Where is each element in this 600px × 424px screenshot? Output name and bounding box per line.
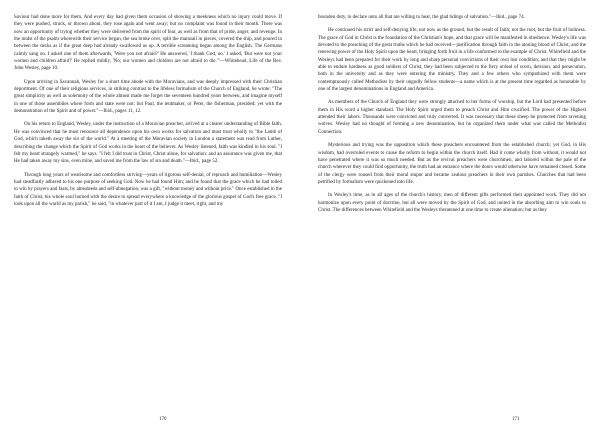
right-paragraph-4: Mysterious and trying was the opposition which these preachers encountered from the established church; yet God, in His wisdom, had overruled events to cause the reform to begin within the church itself. Had it come wholly from without, it would not have penetrated where it was so much needed. But as the revival preachers were churchmen, and labored within the pale of the church wherever they could find opportunity, the truth had an entrance where the doors would otherwise have remained closed. Some of the clergy were roused from their moral stupor and became zealous preachers in their own parishes. Churches that had been petrified by formalism were quickened into life. [318, 143, 586, 185]
right-page-number: 171 [512, 417, 520, 422]
right-paragraph-2: He continued his strict and self-denying life, not now as the ground, but the result of faith; not the root, but the fruit of holiness. The grace of God in Christ is the foundation of the Christian's hope, and that grace will be manifested in obedience. Wesley's life was devoted to the preaching of the great truths which he had received—justification through faith in the atoning blood of Christ, and the renewing power of the Holy Spirit upon the heart, bringing forth fruit in a life conformed to the example of Christ. Whitefield and the Wesleys had been prepared for their work by long and sharp personal convictions of their own lost condition; and that they might be able to endure hardness as good soldiers of Christ, they had been subjected to the fiery ordeal of scorn, derision, and persecution, both in the university and as they were entering the ministry. They and a few others who sympathized with them were contemptuously called Methodists by their ungodly fellow students—a name which is at the present time regarded as honorable by one of the largest denominations in England and America. [318, 28, 586, 93]
left-paragraph-4: Through long years of wearisome and comfortless striving—years of rigorous self-denial, of reproach and humiliation—Wesley had steadfastly adhered to his one purpose of seeking God. Now he had found Him; and he found that the grace which he had toiled to win by prayers and fasts, by almsdeeds and self-abnegation, was a gift, "without money and without price." Once established in the faith of Christ, his whole soul burned with the desire to spread everywhere a knowledge of the glorious gospel of God's free grace. "I look upon all the world as my parish," he said, "in whatever part of it I am, I judge it meet, right, and my [14, 172, 282, 207]
left-paragraph-3: On his return to England, Wesley, under the instruction of a Moravian preacher, arrived at a clearer understanding of Bible faith. He was convinced that he must renounce all dependence upon his own works for salvation and must trust wholly to "the Lamb of God, which taketh away the sin of the world." At a meeting of the Moravian society in London a statement was read from Luther, describing the change which the Spirit of God works in the heart of the believer. As Wesley listened, faith was kindled in his soul. "I felt my heart strangely warmed," he says. "I felt I did trust in Christ, Christ alone, for salvation: and an assurance was given me, that He had taken away my sins, even mine, and saved me from the law of sin and death."—Ibid., page 52. [14, 122, 282, 165]
left-page [14, 14, 282, 410]
left-paragraph-1: Saviour had done more for them. And every day had given them occasion of showing a meekness which no injury could move. If they were pushed, struck, or thrown about, they rose again and went away; but no complaint was found in their mouth. There was now an opportunity of trying whether they were delivered from the spirit of fear, as well as from that of pride, anger, and revenge. In the midst of the psalm wherewith their service began, the sea broke over, split the mainsail in pieces, covered the ship, and poured in between the decks as if the great deep had already swallowed us up. A terrible screaming began among the English. The Germans calmly sang on. I asked one of them afterwards, 'Were you not afraid?' He answered, 'I thank God, no.' I asked, 'But were not your women and children afraid?' He replied mildly, 'No; our women and children are not afraid to die.'"—Whitehead, Life of the Rev. John Wesley, page 10. [14, 15, 282, 72]
left-page-number: 170 [159, 417, 167, 422]
left-paragraph-2: Upon arriving in Savannah, Wesley for a short time abode with the Moravians, and was deeply impressed with their Christian deportment. Of one of their religious services, in striking contrast to the lifeless formalism of the Church of England, he wrote: "The great simplicity as well as solemnity of the whole almost made me forget the seventeen hundred years between, and imagine myself in one of those assemblies where form and state were not; but Paul, the tentmaker, or Peter, the fisherman, presided; yet with the demonstration of the Spirit and of power."—Ibid., pages 11, 12. [14, 79, 282, 115]
right-page [318, 14, 586, 410]
right-paragraph-5: In Wesley's time, as in all ages of the church's history, men of different gifts performed their appointed work. They did not harmonize upon every point of doctrine, but all were moved by the Spirit of God, and united in the absorbing aim to win souls to Christ. The differences between Whitefield and the Wesleys threatened at one time to create alienation; but as they [318, 193, 586, 213]
right-paragraph-1: bounden duty, to declare unto all that are willing to hear, the glad tidings of salvation."—Ibid., page 74. [318, 15, 525, 20]
right-paragraph-3: As members of the Church of England they were strongly attached to her forms of worship, but the Lord had presented before them in His word a higher standard. The Holy Spirit urged them to preach Christ and Him crucified. The power of the Highest attended their labors. Thousands were convicted and truly converted. It was necessary that these sheep be protected from ravening wolves. Wesley had no thought of forming a new denomination, but he organized them under what was called the Methodist Connection. [318, 100, 586, 135]
